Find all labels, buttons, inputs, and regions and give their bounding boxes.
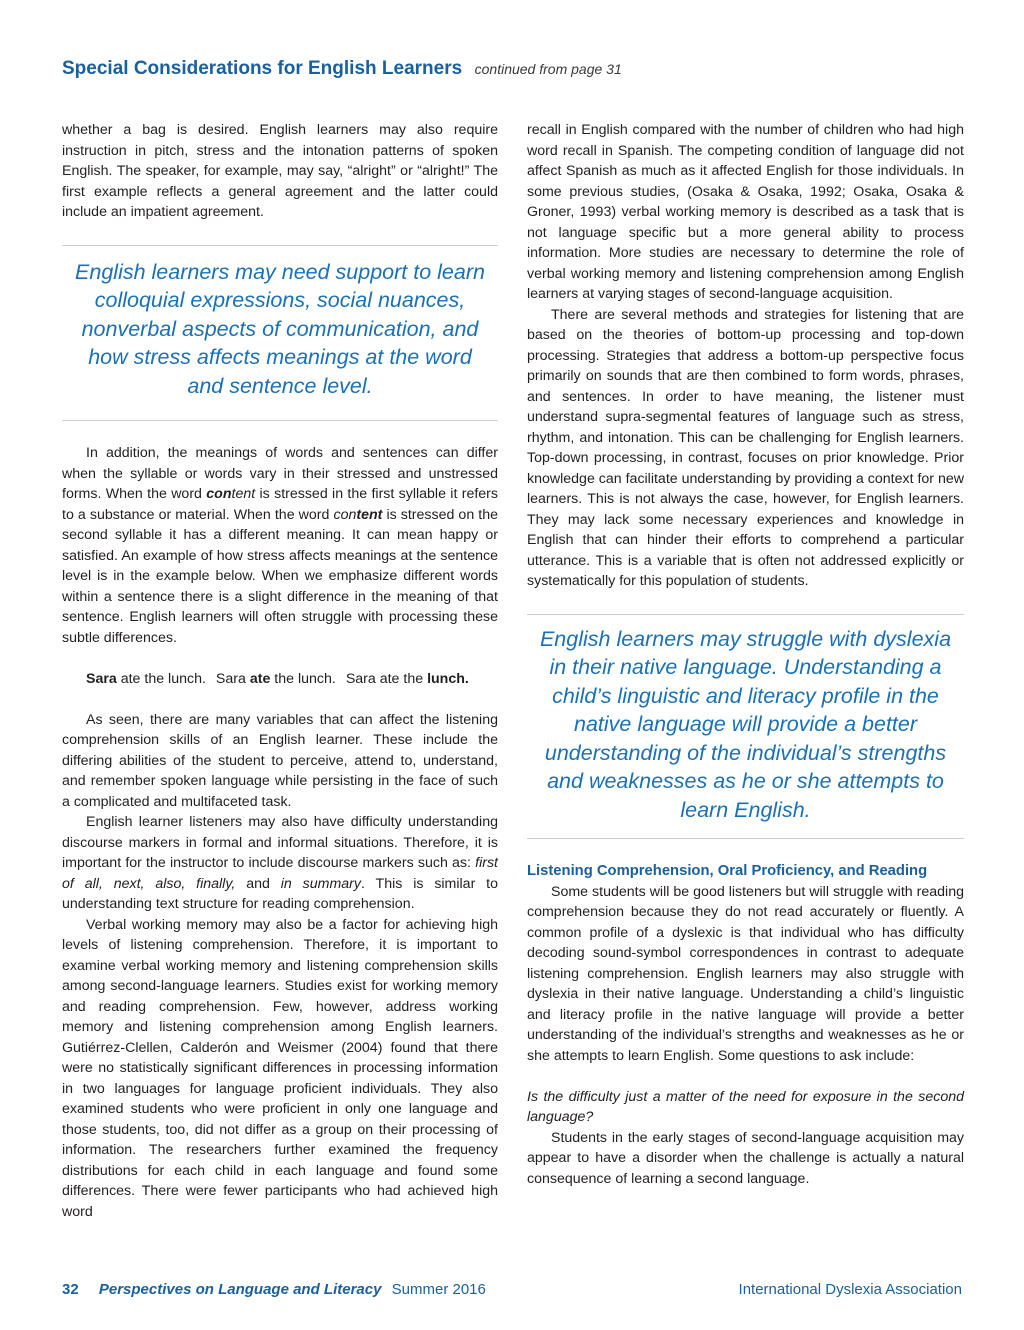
continued-note: continued from page 31: [474, 61, 622, 77]
stress-example: Sara ate the lunch. Sara ate the lunch. Sara ate the lunch.: [86, 670, 469, 687]
stressed-syllable: con: [206, 486, 232, 502]
paragraph: English learner listeners may also have difficulty understanding discourse markers in formal and informal situations. Therefore, it is important for the instructor to include discourse markers such as: first of all, next, also, finally, and in summary. This is similar to understanding text structure for reading comprehension.: [62, 814, 498, 912]
paragraph: Some students will be good listeners but will struggle with reading comprehension because they do not read accurately or fluently. A common profile of a dyslexic is that individual who has difficulty decoding sound-symbol correspondences in contrast to adequate listening comprehension. English learners may also struggle with dyslexia in their native language. Understanding a child’s linguistic and literacy profile in the native language will provide a better understanding of the individual’s strengths and weaknesses as he or she attempts to learn English. Some questions to ask include:: [527, 883, 964, 1064]
pull-quote: English learners may need support to learn colloquial expressions, social nuances, nonverbal aspects of communication, and how stress affects meanings at the word and sentence level.: [62, 245, 498, 422]
paragraph: Students in the early stages of second-language acquisition may appear to have a disorder when the challenge is actually a natural consequence of learning a second language.: [527, 1129, 964, 1187]
right-column: [527, 120, 964, 1189]
paragraph: As seen, there are many variables that can affect the listening comprehension skills of an English learner. These include the differing abilities of the student to perceive, attend to, understand, and remember spoken language while persisting in the face of such a complicated and multifaceted task.: [62, 711, 498, 810]
page-header: [62, 58, 622, 80]
pull-quote: English learners may struggle with dyslexia in their native language. Understanding a child’s linguistic and literacy profile in the native language will provide a better understanding of the individual’s strengths and weaknesses as he or she attempts to learn English.: [527, 614, 964, 840]
organization-name: International Dyslexia Association: [738, 1281, 962, 1298]
left-column: [62, 120, 498, 1222]
question: Is the difficulty just a matter of the need for exposure in the second language?: [527, 1088, 964, 1125]
paragraph: There are several methods and strategies for listening that are based on the theories of bottom-up processing and top-down processing. Strategies that address a bottom-up perspective focus primarily on sounds that are then combined to form words, phrases, and sentences. In order to have meaning, the listener must understand supra-segmental features of language such as stress, rhythm, and intonation. This can be challenging for English learners. Top-down processing, in contrast, focuses on prior knowledge. Prior knowledge can facilitate understanding by providing a context for new learners. This is not always the case, however, for English learners. They may lack some necessary experiences and knowledge in English that can hinder their efforts to comprehend a particular utterance. This is a variable that is often not addressed explicitly or systematically for this population of students.: [527, 306, 964, 589]
issue-date: Summer 2016: [391, 1281, 486, 1298]
paragraph: In addition, the meanings of words and sentences can differ when the syllable or words vary in their stressed and unstressed forms. When the word content is stressed in the first syllable it refers to a substance or material. When the word content is stressed on the second syllable it has a different meaning. It can mean happy or satisfied. An example of how stress affects meanings at the sentence level is in the example below. When we emphasize different words within a sentence there is a slight difference in the meaning of that sentence. English learners will often struggle with processing these subtle differences.: [62, 445, 499, 646]
paragraph: whether a bag is desired. English learners may also require instruction in pitch, stress and the intonation patterns of spoken English. The speaker, for example, may say, “alright” or “alright!” The first example reflects a general agreement and the latter could include an impatient agreement.: [62, 122, 498, 220]
journal-title: Perspectives on Language and Literacy: [98, 1281, 382, 1298]
section-heading: Listening Comprehension, Oral Proficiency, and Reading: [527, 863, 928, 879]
stressed-syllable: tent: [356, 506, 383, 523]
section-title: Special Considerations for English Learners: [62, 58, 463, 79]
page-footer: [62, 1281, 962, 1298]
paragraph: Verbal working memory may also be a factor for achieving high levels of listening comprehension. Therefore, it is important to examine verbal working memory and listening comprehension skills among second-language learners. Studies exist for working memory and reading comprehension. Few, however, address working memory and listening comprehension among English learners. Gutiérrez-Clellen, Calderón and Weismer (2004) found that there were no statistically significant differences in processing information in two languages for language proficient individuals. They also examined students who were proficient in only one language and those students, too, did not differ as a group on their processing of information. The researchers further examined the frequency distributions for each child in each language and found some differences. There were fewer participants who had achieved high word: [62, 916, 498, 1220]
paragraph: recall in English compared with the number of children who had high word recall in Spanish. The competing condition of language did not affect Spanish as much as it affected English for those individuals. In some previous studies, (Osaka & Osaka, 1992; Osaka, Osaka & Groner, 1993) verbal working memory is described as a task that is not language specific but a more general ability to process information. More studies are necessary to determine the role of verbal working memory and listening comprehension among English learners at varying stages of second-language acquisition.: [527, 122, 964, 302]
page-number: 32: [62, 1281, 79, 1298]
